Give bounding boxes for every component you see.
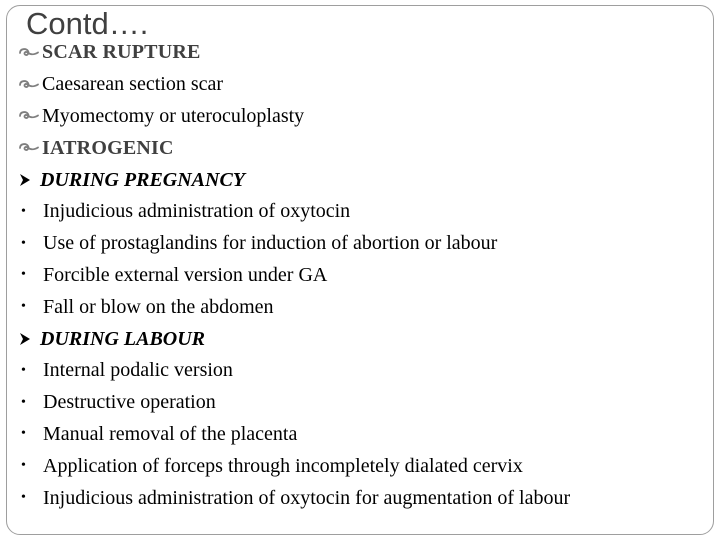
dot-bullet-icon: •: [21, 235, 26, 251]
list-item: [18, 132, 710, 164]
arrow-bullet-icon: [18, 331, 40, 347]
list-item-text: Fall or blow on the abdomen: [43, 295, 274, 318]
dot-bullet-icon: •: [21, 203, 26, 219]
list-item-text: DURING LABOUR: [40, 327, 206, 350]
list-item: [18, 228, 710, 260]
list-item-text: Injudicious administration of oxytocin for augmentation of labour: [43, 486, 571, 509]
list-item: [18, 101, 710, 133]
list-item-text: Injudicious administration of oxytocin: [43, 200, 351, 223]
list-item-text: Application of forceps through incompletely dialated cervix: [43, 454, 523, 477]
slide-title: Contd….: [26, 6, 149, 41]
swirl-bullet-icon: [18, 46, 42, 60]
list-item: [18, 196, 710, 228]
list-item-text: DURING PREGNANCY: [40, 168, 246, 191]
list-item-text: Forcible external version under GA: [43, 263, 328, 286]
dot-bullet-icon: •: [21, 426, 26, 442]
dot-bullet-icon: •: [21, 394, 26, 410]
list-item: [18, 387, 710, 419]
dot-bullet-icon: •: [21, 458, 26, 474]
list-item: [18, 69, 710, 101]
bullet-list: [18, 37, 710, 514]
dot-bullet-icon: •: [21, 267, 26, 283]
list-item: [18, 37, 710, 69]
list-item-text: Myomectomy or uteroculoplasty: [42, 104, 305, 127]
swirl-bullet-icon: [18, 141, 42, 155]
list-item: [18, 291, 710, 323]
list-item: [18, 164, 710, 196]
dot-bullet-icon: •: [21, 299, 26, 315]
list-item-text: IATROGENIC: [42, 136, 174, 159]
list-item-text: SCAR RUPTURE: [42, 41, 201, 64]
list-item: [18, 260, 710, 292]
list-item-text: Use of prostaglandins for induction of abortion or labour: [43, 232, 498, 255]
arrow-bullet-icon: [18, 172, 40, 188]
swirl-bullet-icon: [18, 78, 42, 92]
dot-bullet-icon: •: [21, 490, 26, 506]
list-item: [18, 450, 710, 482]
list-item-text: Manual removal of the placenta: [43, 422, 298, 445]
list-item: [18, 355, 710, 387]
list-item-text: Destructive operation: [43, 391, 216, 414]
dot-bullet-icon: •: [21, 362, 26, 378]
swirl-bullet-icon: [18, 109, 42, 123]
list-item-text: Caesarean section scar: [42, 73, 224, 96]
list-item-text: Internal podalic version: [43, 359, 233, 382]
list-item: [18, 482, 710, 514]
list-item: [18, 323, 710, 355]
list-item: [18, 419, 710, 451]
